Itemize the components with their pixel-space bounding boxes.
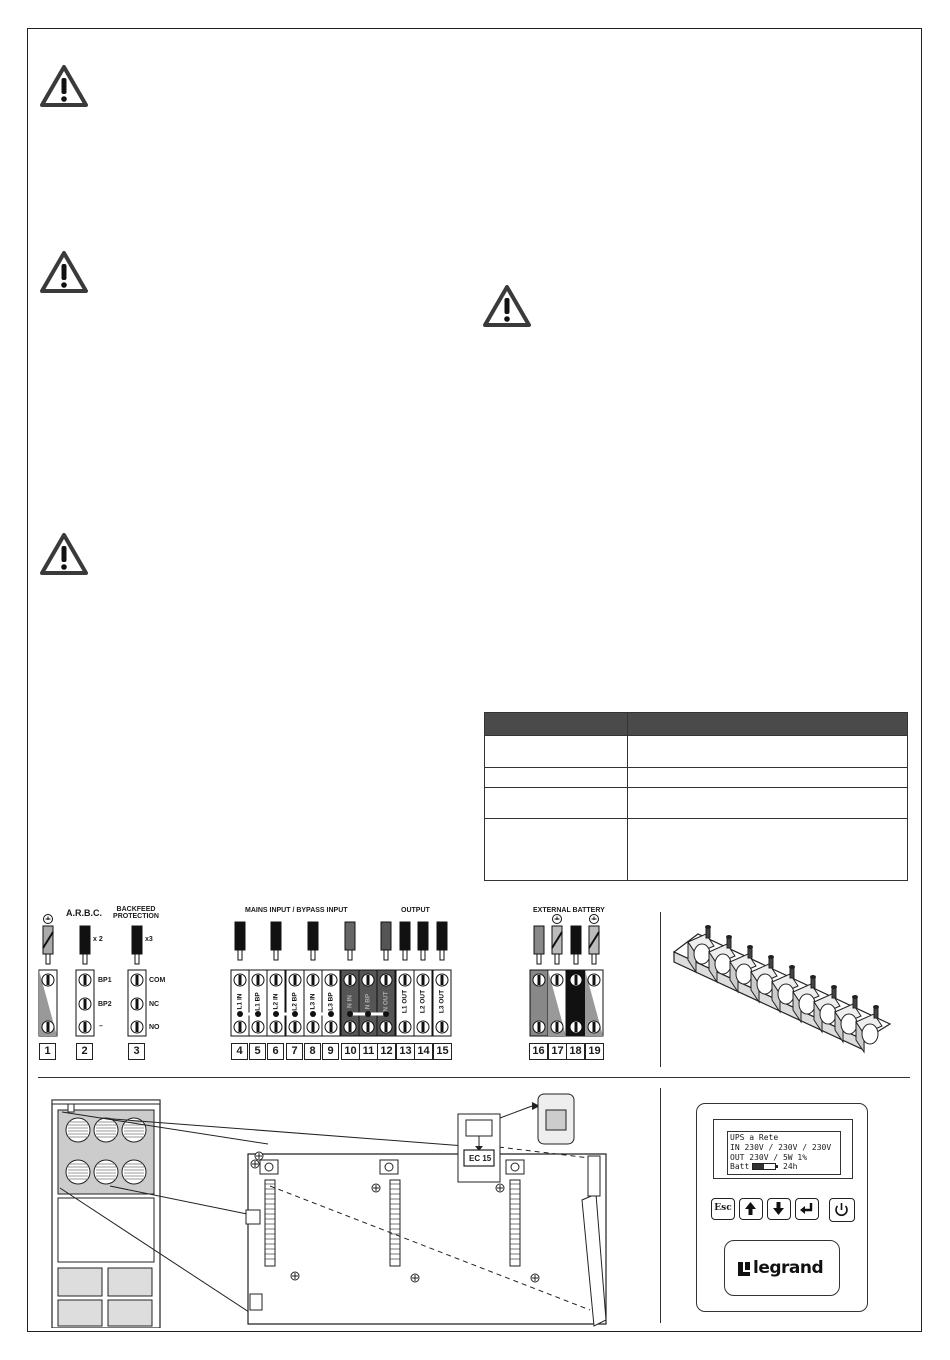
terminal-label: L2 BP (291, 992, 299, 1011)
connector-strip (265, 1180, 275, 1266)
enter-button[interactable] (795, 1198, 819, 1220)
screw-post (790, 968, 794, 978)
terminal-label: L2 IN (272, 993, 280, 1010)
mains-input-label: MAINS INPUT / BYPASS INPUT (245, 907, 348, 914)
legrand-logo-icon (737, 1261, 751, 1277)
terminal-number: 3 (128, 1043, 145, 1060)
screw-post (727, 938, 731, 948)
cable (80, 926, 90, 954)
terminal-number: 15 (433, 1043, 452, 1060)
terminal-label: L3 IN (309, 993, 317, 1010)
terminal-number: 7 (286, 1043, 303, 1060)
terminal-number: 19 (585, 1043, 604, 1060)
terminal-number: 16 (529, 1043, 548, 1060)
screw-post (832, 988, 836, 998)
terminal-name: BP2 (98, 1001, 112, 1008)
terminal-number: 2 (76, 1043, 93, 1060)
terminal-number: 12 (377, 1043, 396, 1060)
terminal-name: – (99, 1023, 103, 1030)
terminal-number: 5 (249, 1043, 266, 1060)
esc-button[interactable]: Esc (711, 1198, 735, 1220)
divider (38, 1077, 910, 1078)
terminal-number: 11 (359, 1043, 378, 1060)
lcd-line-2: IN 230V / 230V / 230V (730, 1143, 832, 1152)
terminal-label: L1 OUT (401, 989, 409, 1014)
terminal-number: 6 (267, 1043, 284, 1060)
cable (571, 926, 581, 954)
fan-icon (66, 1160, 90, 1184)
cable (132, 926, 142, 954)
fan-icon (94, 1160, 118, 1184)
terminal-number: 14 (414, 1043, 433, 1060)
battery-tip (776, 1165, 778, 1168)
terminal-number: 18 (566, 1043, 585, 1060)
terminal-number: 17 (548, 1043, 567, 1060)
fan-icon (94, 1118, 118, 1142)
terminal-label: L3 BP (327, 992, 335, 1011)
count-label: x 2 (93, 936, 103, 943)
fan-icon (66, 1118, 90, 1142)
screw-post (706, 928, 710, 938)
backfeed-label-1: BACKFEED (116, 906, 156, 913)
ups-board-diagram (50, 1088, 650, 1328)
connector-strip (510, 1180, 520, 1266)
lcd-battery-time: 24h (783, 1162, 798, 1171)
arbc-label: A.R.B.C. (66, 908, 102, 918)
terminal-label: L3 OUT (438, 989, 446, 1014)
terminal-label: N BP (364, 993, 372, 1010)
up-button[interactable] (739, 1198, 763, 1220)
external-battery-label: EXTERNAL BATTERY (533, 907, 605, 914)
lcd-line-1: UPS a Rete (730, 1133, 779, 1142)
power-icon (830, 1199, 853, 1220)
divider (660, 1088, 661, 1323)
fan-icon (122, 1160, 146, 1184)
battery-icon (752, 1163, 776, 1170)
terminal-label: N IN (346, 995, 354, 1008)
terminal-name: NC (149, 1001, 160, 1008)
terminal-number: 8 (304, 1043, 321, 1060)
cable (400, 922, 410, 950)
cable (418, 922, 428, 950)
cable (437, 922, 447, 950)
chip-label: EC 15 (469, 1154, 492, 1163)
terminal-name: BP1 (98, 977, 112, 984)
screw-post (853, 998, 857, 1008)
terminal-name: NO (149, 1024, 160, 1031)
cable (235, 922, 245, 950)
backfeed-label-2: PROTECTION (113, 913, 159, 920)
terminal-label: L1 IN (236, 993, 244, 1010)
screw-post (811, 978, 815, 988)
screw-post (748, 948, 752, 958)
power-button[interactable] (829, 1198, 855, 1222)
terminal-number: 10 (341, 1043, 360, 1060)
output-label: OUTPUT (401, 907, 430, 914)
divider (660, 912, 661, 1067)
cable (534, 926, 544, 954)
cable (271, 922, 281, 950)
cable (345, 922, 355, 950)
enter-icon (796, 1199, 817, 1218)
arrow-down-icon (768, 1199, 789, 1218)
down-button[interactable] (767, 1198, 791, 1220)
cable (308, 922, 318, 950)
brand-logo: legrand (753, 1258, 824, 1278)
lcd-line-3: OUT 230V / 5W 1% (730, 1153, 808, 1162)
terminal-strip-illustration (668, 912, 900, 1072)
terminal-number: 9 (322, 1043, 339, 1060)
terminal-number: 13 (396, 1043, 415, 1060)
arrow-up-icon (740, 1199, 761, 1218)
lcd-line-4: Batt (730, 1162, 750, 1171)
screw-post (874, 1008, 878, 1018)
terminal-number: 4 (231, 1043, 248, 1060)
connector-strip (390, 1180, 400, 1266)
terminal-label: L2 OUT (419, 989, 427, 1014)
terminal-label: L1 BP (254, 992, 262, 1011)
terminal-number: 1 (39, 1043, 56, 1060)
cable (381, 922, 391, 950)
count-label: x3 (145, 936, 153, 943)
screw-post (769, 958, 773, 968)
terminal-label: N OUT (382, 991, 390, 1012)
terminal-name: COM (149, 977, 166, 984)
